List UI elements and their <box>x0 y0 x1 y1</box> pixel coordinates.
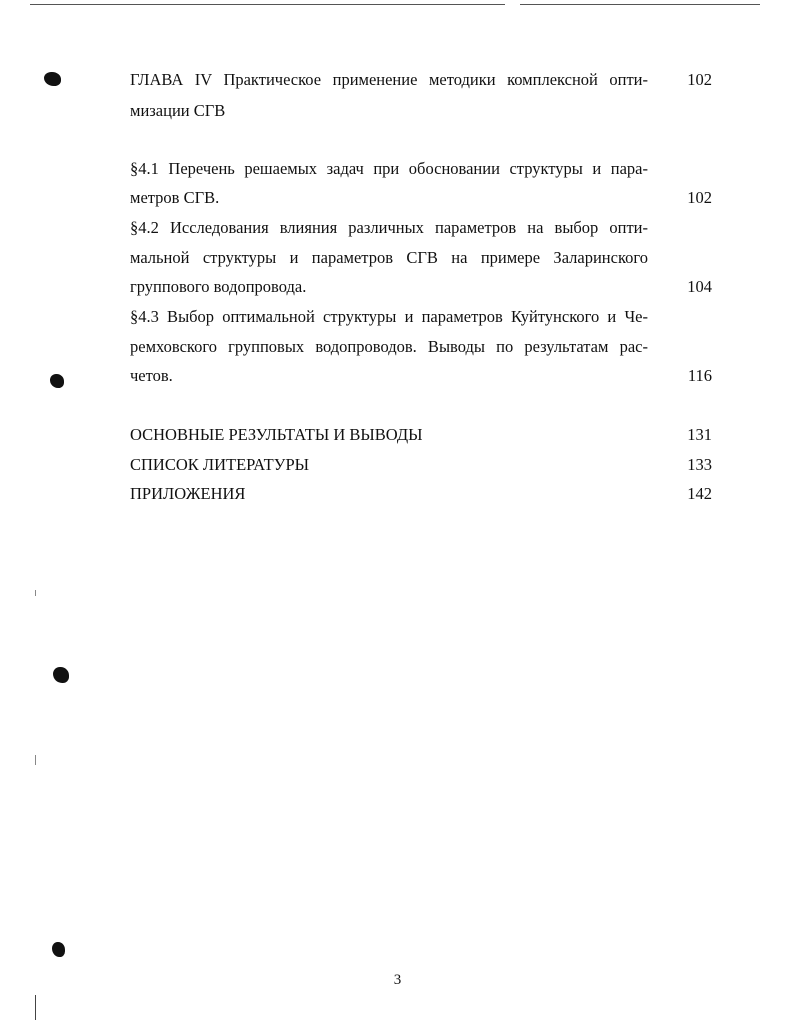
binder-hole-mark <box>44 72 61 86</box>
toc-s41-line-1: §4.1 Перечень решаемых задач при обосновании структуры и пара- <box>130 159 648 178</box>
toc-s42-line-3: группового водопровода. <box>130 277 307 296</box>
toc-results-page: 131 <box>687 425 712 444</box>
scan-top-rule <box>30 4 505 5</box>
toc-s43-page: 116 <box>687 366 712 385</box>
scan-edge-tick <box>35 590 36 596</box>
binder-hole-mark <box>50 374 64 388</box>
toc-s42-line-2: мальной структуры и параметров СГВ на примере Заларинского <box>130 248 648 267</box>
toc-appendix-page: 142 <box>687 484 712 503</box>
toc-chapter4-page: 102 <box>687 70 712 89</box>
binder-hole-mark <box>53 667 69 683</box>
toc-s43-line-2: ремховского групповых водопроводов. Выводы по результатам рас- <box>130 337 648 356</box>
toc-s41-page: 102 <box>687 188 712 207</box>
toc-s42-line-1: §4.2 Исследования влияния различных параметров на выбор опти- <box>130 218 648 237</box>
toc-s42-page: 104 <box>687 277 712 296</box>
scan-top-rule-right <box>520 4 760 5</box>
toc-chapter4-line-2: мизации СГВ <box>130 101 226 120</box>
toc-s43-line-1: §4.3 Выбор оптимальной структуры и параметров Куйтунского и Че- <box>130 307 648 326</box>
toc-s43-line-3: четов. <box>130 366 173 385</box>
binder-hole-mark <box>52 942 65 957</box>
page-number: 3 <box>393 972 402 988</box>
toc-chapter4-line-1: ГЛАВА IV Практическое применение методики комплексной опти- <box>130 70 648 89</box>
scan-edge-tick <box>35 755 36 765</box>
toc-s41-line-2: метров СГВ. <box>130 188 220 207</box>
toc-results-label: ОСНОВНЫЕ РЕЗУЛЬТАТЫ И ВЫВОДЫ <box>130 425 423 444</box>
toc-literature-page: 133 <box>687 455 712 474</box>
toc-literature-label: СПИСОК ЛИТЕРАТУРЫ <box>130 455 310 474</box>
toc-appendix-label: ПРИЛОЖЕНИЯ <box>130 484 246 503</box>
scan-edge-tick <box>35 995 36 1020</box>
